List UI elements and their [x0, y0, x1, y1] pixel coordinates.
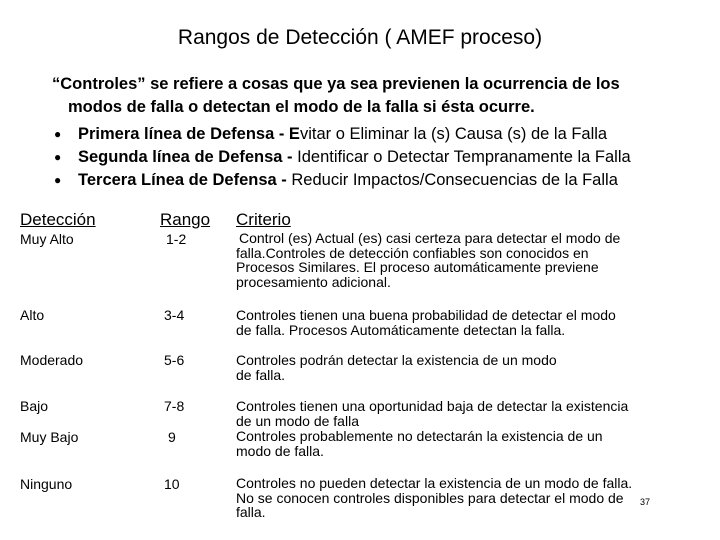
row-deteccion-muy-bajo: Muy Bajo [20, 429, 79, 445]
row-criterio-bajo [236, 399, 698, 428]
criterio-line: procesamiento adicional. [236, 273, 391, 290]
criterio-line: Controles tienen una oportunidad baja de detectar la existencia [236, 398, 629, 414]
header-deteccion: Detección [20, 210, 96, 229]
row-rango-alto: 3-4 [164, 307, 185, 323]
bullet-item-second [52, 146, 712, 169]
bullet-text: Reducir Impactos/Consecuencias de la Falla [291, 171, 618, 189]
criterio-line: Procesos Similares. El proceso automáticamente previene [236, 259, 599, 275]
row-criterio-moderado [236, 353, 698, 382]
row-deteccion-ninguno: Ninguno [20, 476, 73, 492]
row-deteccion-moderado: Moderado [20, 352, 84, 368]
criterio-line: falla.Controles de detección confiables son conocidos en [236, 244, 589, 261]
row-rango-bajo: 7-8 [164, 398, 185, 414]
bullet-text: vitar o Eliminar la (s) Causa (s) de la Falla [299, 125, 608, 143]
header-criterio: Criterio [236, 210, 291, 229]
row-deteccion-bajo: Bajo [20, 398, 49, 414]
intro-line-1: “Controles” se refiere a cosas que ya sea previenen la ocurrencia de los [52, 75, 620, 93]
intro-line-2: modos de falla o detectan el modo de la falla si ésta ocurre. [68, 98, 535, 116]
row-rango-muy-bajo: 9 [168, 429, 176, 445]
criterio-line: de un modo de falla [236, 412, 359, 429]
criterio-line: de falla. [236, 366, 286, 383]
row-deteccion-alto: Alto [20, 307, 45, 323]
row-criterio-ninguno [236, 476, 698, 520]
bullet-strong-text: Tercera Línea de Defensa - [78, 171, 292, 189]
row-criterio-alto [236, 308, 698, 337]
row-criterio-muy-bajo [236, 429, 698, 458]
criterio-line: Controles probablemente no detectarán la existencia de un [236, 428, 603, 444]
row-deteccion-muy-alto: Muy Alto [20, 231, 74, 247]
criterio-line: de falla. Procesos Automáticamente detectan la falla. [236, 321, 566, 338]
slide-title: Rangos de Detección ( AMEF proceso) [177, 26, 543, 49]
bullet-strong-text: Primera línea de Defensa - E [78, 125, 300, 143]
criterio-line: Controles podrán detectar la existencia de un modo [236, 352, 557, 368]
criterio-line: modo de falla. [236, 442, 324, 459]
bullet-item-first [52, 123, 712, 146]
defense-lines-list [52, 123, 712, 192]
criterio-line: No se conocen controles disponibles para detectar el modo de [236, 489, 624, 506]
bullet-dot-icon: ● [54, 127, 62, 141]
bullet-item-third [52, 169, 712, 192]
criterio-line: Controles tienen una buena probabilidad de detectar el modo [236, 307, 616, 323]
header-rango: Rango [160, 210, 211, 229]
row-rango-moderado: 5-6 [164, 352, 185, 368]
row-rango-ninguno: 10 [164, 476, 180, 492]
criterio-line: Control (es) Actual (es) casi certeza para detectar el modo de [239, 230, 621, 246]
bullet-text: Identificar o Detectar Tempranamente la Falla [297, 148, 631, 166]
bullet-strong-text: Segunda línea de Defensa - [78, 148, 298, 166]
criterio-line: falla. [236, 504, 266, 520]
criterio-line: Controles no pueden detectar la existencia de un modo de falla. [236, 475, 633, 491]
bullet-dot-icon: ● [54, 150, 62, 164]
row-criterio-muy-alto [236, 231, 698, 289]
row-rango-muy-alto: 1-2 [166, 231, 187, 247]
intro-paragraph [52, 73, 702, 119]
page-number: 37 [640, 497, 651, 507]
bullet-dot-icon: ● [54, 173, 62, 187]
